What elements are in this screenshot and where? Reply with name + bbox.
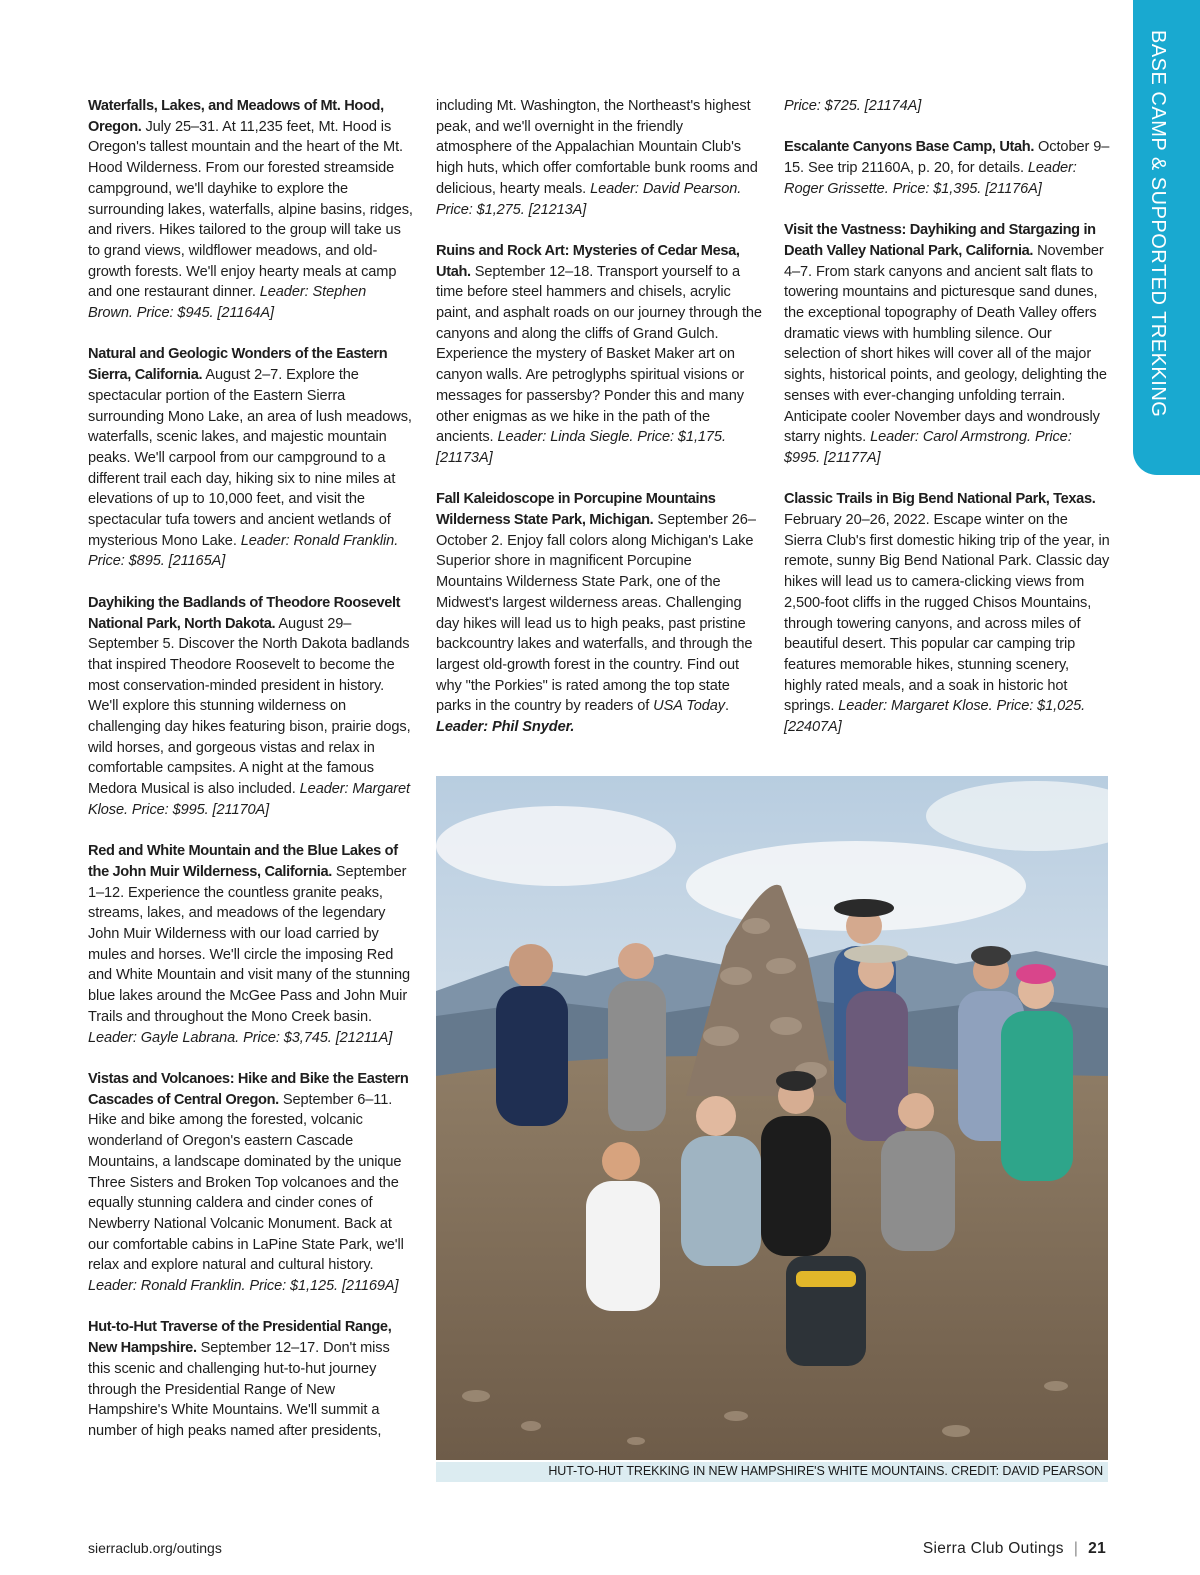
trip-title: Fall Kaleidoscope in Porcupine Mountains Wilderness State Park, Michigan. [436, 491, 716, 529]
trip-body: September 1–12. Experience the countless granite peaks, streams, lakes, and meadows of the legendary John Muir Wilderness with our load carried by mules and horses. We'll circle the imposing Red and White Mountain and visit many of the stunning blue lakes around the McGee Pass and John Muir Trails and throughout the Mono Creek basin. [88, 863, 411, 1025]
trip-body: October 9–15. See trip 21160A, p. 20, for details. [784, 139, 1110, 177]
trip-leader-price: Leader: Ronald Franklin. Price: $1,125. [21169A] [88, 1278, 399, 1295]
trip-leader-price: Leader: Gayle Labrana. Price: $3,745. [21211A] [88, 1029, 393, 1046]
trip-title: Classic Trails in Big Bend National Park, Texas. [784, 491, 1096, 508]
text-column-3 [784, 96, 1110, 758]
trip-body: September 12–17. Don't miss this scenic and challenging hut-to-hut journey through the Presidential Range of New Hampshire's White Mountains. We'll summit a number of high peaks named after presidents, [88, 1340, 390, 1439]
trip-title: Natural and Geologic Wonders of the Eastern Sierra, California. [88, 346, 388, 384]
trip-entry-eastern-sierra [88, 344, 414, 572]
trip-entry-big-bend [784, 489, 1110, 737]
trip-title: Hut-to-Hut Traverse of the Presidential Range, New Hampshire. [88, 1319, 392, 1357]
footer-publication: Sierra Club Outings [922, 1540, 1064, 1557]
trip-title: Ruins and Rock Art: Mysteries of Cedar Mesa, Utah. [436, 242, 740, 280]
trip-entry-escalante [784, 137, 1110, 199]
photo-caption: HUT-TO-HUT TREKKING IN NEW HAMPSHIRE'S WHITE MOUNTAINS. CREDIT: DAVID PEARSON [548, 1464, 1103, 1478]
trip-leader-price: Price: $725. [21174A] [784, 98, 922, 114]
trip-leader: Leader: Phil Snyder. [436, 719, 575, 736]
group-photo [436, 776, 1108, 1460]
text-column-1 [88, 96, 414, 1462]
photo-caption-bar [436, 1462, 1108, 1482]
trip-leader-price: Leader: Carol Armstrong. Price: $995. [21177A] [784, 429, 1072, 466]
trip-entry-death-valley [784, 220, 1110, 468]
trip-body: September 6–11. Hike and bike among the forested, volcanic wonderland of Oregon's eastern Cascade Mountains, a landscape dominated by the unique Three Sisters and Broken Top volcanoes and the equally stunning caldera and cinder cones of Newberry National Volcanic Monument. Back at our comfortable cabins in LaPine State Park, we'll relax and explore natural and cultural history. [88, 1091, 404, 1274]
trip-entry-mt-hood [88, 96, 414, 324]
trip-body: August 29–September 5. Discover the North Dakota badlands that inspired Theodore Roosevelt to become the most conservation-minded president in history. We'll explore this stunning wilderness on challenging day hikes featuring bison, prairie dogs, wild horses, and gorgeous vistas and relax in comfortable campsites. A night at the famous Medora Musical is also included. [88, 615, 411, 798]
publication-name: USA Today [653, 698, 725, 715]
trip-entry-presidential-range [88, 1317, 414, 1441]
trip-body: September 12–18. Transport yourself to a time before steel hammers and chisels, acrylic paint, and asphalt roads on our journey through the canyons and along the cliffs of Grand Gulch. Experience the mystery of Basket Maker art on canyon walls. Are petroglyphs spiritual visions or messages for passersby? Ponder this and many other enigmas as we hike in the path of the ancients. [436, 263, 762, 446]
trip-entry-central-oregon [88, 1069, 414, 1297]
trip-title: Dayhiking the Badlands of Theodore Roosevelt National Park, North Dakota. [88, 594, 401, 632]
trip-body: February 20–26, 2022. Escape winter on the Sierra Club's first domestic hiking trip of the year, in remote, sunny Big Bend National Park. Classic day hikes will lead us to camera-clicking views from 2,500-foot cliffs in the rugged Chisos Mountains, through towering canyons, and across miles of beautiful desert. This popular car camping trip features memorable hikes, stunning scenery, highly rated meals, and a soak in historic hot springs. [784, 512, 1110, 715]
footer-url[interactable]: sierraclub.org/outings [88, 1540, 222, 1556]
trip-leader-price: Leader: David Pearson. Price: $1,275. [21213A] [436, 180, 742, 218]
trip-leader-price: Leader: Roger Grissette. Price: $1,395. [21176A] [784, 160, 1077, 197]
trip-title: Escalante Canyons Base Camp, Utah. [784, 139, 1035, 156]
trip-title: Vistas and Volcanoes: Hike and Bike the Eastern Cascades of Central Oregon. [88, 1070, 409, 1108]
trip-body: November 4–7. From stark canyons and ancient salt flats to towering mountains and picturesque sand dunes, the exceptional topography of Death Valley offers dramatic views with humbling silence. Our selection of short hikes will cover all of the major sights, historical points, and geology, delighting the senses with ever-changing unfolding terrain. Anticipate cooler November days and wondrously starry nights. [784, 242, 1107, 446]
page-number: 21 [1088, 1540, 1106, 1557]
section-side-tab [1133, 0, 1200, 475]
text-column-2 [436, 96, 762, 758]
trip-leader-price: Leader: Stephen Brown. Price: $945. [21164A] [88, 284, 367, 322]
trip-entry-porcupine-mountains [436, 489, 762, 737]
footer-separator: | [1073, 1540, 1079, 1557]
trip-body: August 2–7. Explore the spectacular portion of the Eastern Sierra surrounding Mono Lake, an area of lush meadows, waterfalls, scenic lakes, and majestic mountain peaks. We'll carpool from our campground to a different trail each day, hiking six to nine miles at elevations of up to 10,000 feet, and visit the spectacular tufa towers and ancient wetlands of mysterious Mono Lake. [88, 367, 412, 549]
trip-entry-theodore-roosevelt [88, 593, 414, 821]
trip-entry-cedar-mesa [436, 241, 762, 469]
trip-entry-john-muir [88, 841, 414, 1048]
section-side-tab-label: BASE CAMP & SUPPORTED TREKKING [1147, 30, 1169, 418]
trip-body-end: . [724, 698, 729, 715]
trip-title: Visit the Vastness: Dayhiking and Stargazing in Death Valley National Park, California. [784, 222, 1096, 259]
trip-leader-price: Leader: Margaret Klose. Price: $995. [21170A] [88, 781, 411, 818]
group-photo-illustration [436, 776, 1108, 1460]
trip-title: Red and White Mountain and the Blue Lakes of the John Muir Wilderness, California. [88, 843, 398, 880]
trip-title: Waterfalls, Lakes, and Meadows of Mt. Hood, Oregon. [88, 98, 384, 135]
trip-leader-price: Leader: Ronald Franklin. Price: $895. [21165A] [88, 532, 399, 570]
trip-leader-price: Leader: Margaret Klose. Price: $1,025. [22407A] [784, 698, 1086, 736]
trip-body: July 25–31. At 11,235 feet, Mt. Hood is Oregon's tallest mountain and the heart of the Mt. Hood Wilderness. From our forested streamside campground, we'll dayhike to explore the surrounding lakes, waterfalls, alpine basins, ridges, and rivers. Hikes tailored to the group will take us to grand views, wildflower meadows, and old-growth forests. We'll enjoy hearty meals at camp and one restaurant dinner. [88, 118, 413, 301]
trip-entry-presidential-range-cont [436, 96, 762, 220]
trip-entry-porcupine-price [784, 96, 1110, 117]
footer-folio [923, 1540, 1106, 1558]
trip-body: September 26–October 2. Enjoy fall colors along Michigan's Lake Superior shore in magnificent Porcupine Mountains Wilderness State Park, one of the Midwest's largest wilderness areas. Challenging day hikes will lead us to high peaks, past pristine backcountry lakes and waterfalls, and through the largest old-growth forest in the country. Find out why "the Porkies" is rated among the top state parks in the country by readers of [436, 512, 756, 715]
trip-leader-price: Leader: Linda Siegle. Price: $1,175. [21173A] [436, 429, 726, 466]
trip-body: including Mt. Washington, the Northeast's highest peak, and we'll overnight in the friendly atmosphere of the Appalachian Mountain Club's high huts, which offer comfortable bunk rooms and delicious, hearty meals. [436, 98, 758, 197]
